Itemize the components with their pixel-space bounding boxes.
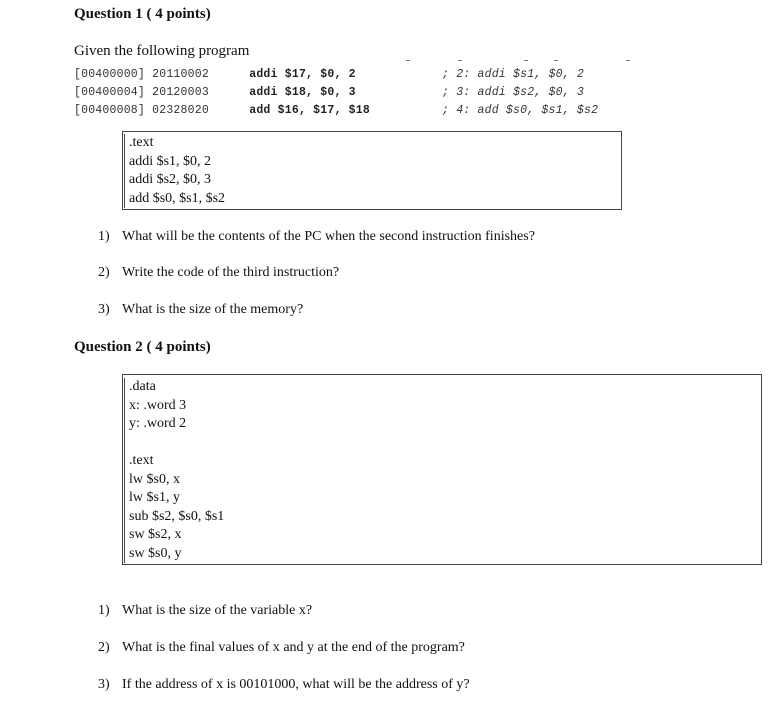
item-text: What is the final values of x and y at the end of the program? xyxy=(122,640,465,655)
item-text: What is the size of the variable x? xyxy=(122,603,313,618)
item-number: 1) xyxy=(98,603,110,618)
item-text: Write the code of the third instruction? xyxy=(122,265,340,280)
code-line: addi $s2, $0, 3 xyxy=(124,171,621,190)
item-number: 2) xyxy=(98,265,110,280)
question-1-title: Question 1 ( 4 points) xyxy=(74,6,211,22)
dash-marks xyxy=(400,60,640,62)
listing-instruction: addi $18, $0, 3 xyxy=(249,86,356,99)
listing-row xyxy=(74,66,370,84)
code-line: .text xyxy=(124,134,621,153)
question-2-title: Question 2 ( 4 points) xyxy=(74,339,211,355)
item-number: 3) xyxy=(98,302,110,317)
item-number: 2) xyxy=(98,640,110,655)
code-line: sw $s2, x xyxy=(124,526,761,545)
listing-instruction: add $16, $17, $18 xyxy=(249,104,370,117)
code-line: sub $s2, $s0, $s1 xyxy=(124,508,761,527)
item-text: What is the size of the memory? xyxy=(122,302,304,317)
listing-row xyxy=(74,102,370,120)
item-text: What will be the contents of the PC when the second instruction finishes? xyxy=(122,229,535,244)
code-line: addi $s1, $0, 2 xyxy=(124,153,621,172)
question-2-item xyxy=(98,640,465,656)
code-line: .data xyxy=(124,378,761,397)
question-1-item xyxy=(98,302,303,318)
item-number: 3) xyxy=(98,677,110,692)
item-text: If the address of x is 00101000, what will be the address of y? xyxy=(122,677,470,692)
code-line: x: .word 3 xyxy=(124,397,761,416)
code-line: add $s0, $s1, $s2 xyxy=(124,190,621,209)
code-line: sw $s0, y xyxy=(124,545,761,564)
question-2-item xyxy=(98,677,470,693)
item-number: 1) xyxy=(98,229,110,244)
blank-line xyxy=(124,434,761,453)
listing-machine-code: 20110002 xyxy=(152,68,209,81)
listing-address: [00400004] xyxy=(74,86,146,99)
listing-instruction: addi $17, $0, 2 xyxy=(249,68,356,81)
question-2-code-box xyxy=(122,374,762,565)
code-line: y: .word 2 xyxy=(124,415,761,434)
question-1-item xyxy=(98,229,535,245)
code-line: lw $s1, y xyxy=(124,489,761,508)
code-line: .text xyxy=(124,452,761,471)
listing-row xyxy=(74,84,370,102)
listing-address: [00400008] xyxy=(74,104,146,117)
listing-machine-code: 20120003 xyxy=(152,86,209,99)
question-1-item xyxy=(98,265,339,281)
listing-address: [00400000] xyxy=(74,68,146,81)
listing-comment: ; 2: addi $s1, $0, 2 xyxy=(442,68,585,81)
listing-comment: ; 4: add $s0, $s1, $s2 xyxy=(442,104,599,117)
listing-machine-code: 02328020 xyxy=(152,104,209,117)
assembly-listing xyxy=(74,66,370,120)
listing-comments xyxy=(442,66,598,120)
listing-comment: ; 3: addi $s2, $0, 3 xyxy=(442,86,585,99)
question-1-intro: Given the following program xyxy=(74,43,250,59)
question-1-code-box xyxy=(122,131,622,210)
question-2-item xyxy=(98,603,312,619)
code-line: lw $s0, x xyxy=(124,471,761,490)
